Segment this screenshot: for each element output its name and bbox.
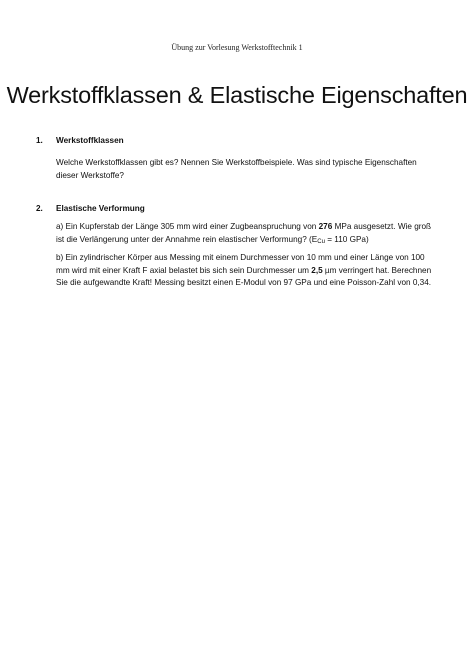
page-header: Übung zur Vorlesung Werkstofftechnik 1 [171,43,303,52]
page-title: Werkstoffklassen & Elastische Eigenschaften [6,82,468,108]
task-2a-subscript: Cu [317,239,325,246]
section-1-title: Werkstoffklassen [56,136,124,145]
task-2a-part3: = 110 GPa) [324,234,369,244]
section-2-number: 2. [36,204,43,213]
section-1-number: 1. [36,136,43,145]
section-1-text: Welche Werkstoffklassen gibt es? Nennen Sie Werkstoffbeispiele. Was sind typische Eigenschaften dieser Werkstoffe? [56,158,417,180]
task-2a-part1: a) Ein Kupferstab der Länge 305 mm wird einer Zugbeanspruchung von [56,222,319,231]
section-2-heading [36,204,145,213]
task-2a-stress-value: 276 [318,222,333,231]
task-2a-text [56,221,436,247]
task-2b-diameter-change: 2,5 [311,265,323,275]
task-2b-text [56,252,436,290]
task-2b-part1: b) Ein zylindrischer Körper aus Messing mit einem Durchmesser von 10 mm und einer Länge von 100 mm wird mit einer Kraft F axial belastet bis sich sein Durchmesser um [56,253,425,275]
task-2b-part2: µm verringert hat. Berechnen Sie die aufgewandte Kraft! Messing besitzt einen E-Modul von 97 GPa und eine Poisson-Zahl von 0,34. [56,265,432,288]
section-1-heading [36,136,124,145]
task-2a-part2: MPa ausgesetzt. Wie groß ist die Verlängerung unter der Annahme rein elastischer Verformung? (E [56,222,432,244]
section-2-title: Elastische Verformung [56,204,145,213]
